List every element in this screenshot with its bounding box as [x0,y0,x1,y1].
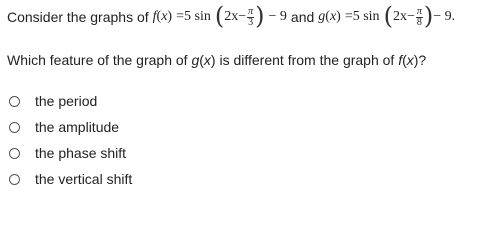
g-function-name: g [318,9,326,24]
g-frac-numerator: π [416,5,422,17]
x-variable: x [203,52,211,68]
sub-question-text: ) is different from the graph of [210,52,399,68]
option-label: the period [35,93,98,109]
option-label: the phase shift [35,145,127,161]
sub-question [7,52,426,68]
f-frac-denominator: 3 [248,16,254,28]
g-fraction [416,7,423,28]
sub-question-text: Which feature of the graph of [7,52,192,68]
f-reference: f [398,52,403,68]
g-frac-denominator: 8 [416,16,422,28]
close-paren: ) [255,2,265,30]
g-reference: g [191,52,200,68]
x-variable: x [406,52,414,68]
radio-button-icon[interactable] [9,96,20,107]
option-phase-shift[interactable] [8,140,132,166]
f-sin-part: =5 sin [176,9,211,24]
g-tail: − 9. [433,9,456,24]
g-sin-part: =5 sin [344,9,380,24]
open-paren: ( [214,2,225,30]
question-prefix: Consider the graphs of [7,9,149,25]
option-amplitude[interactable] [8,114,132,140]
close-paren: ) [423,2,434,30]
radio-button-icon[interactable] [9,174,20,185]
f-variable: x [161,9,168,24]
connector-word: and [290,9,315,25]
f-equation: f ( x ) =5 sin ( 2x− $\frac{\pi}{3}$ ) − 9 [152,2,287,30]
option-vertical-shift[interactable] [8,166,132,192]
question-stem [7,2,455,32]
f-tail: − 9 [268,9,287,24]
f-inner-coef: 2x− [224,9,247,24]
option-period[interactable] [8,88,132,114]
radio-button-icon[interactable] [9,148,20,159]
radio-button-icon[interactable] [9,122,20,133]
f-frac-numerator: π [248,5,254,17]
open-paren: ( [383,2,393,30]
f-function-name: f [152,9,157,24]
f-fraction [247,7,254,28]
paren: ( [402,52,407,68]
paren: ( [199,52,204,68]
g-inner-coef: 2x− [392,9,415,24]
option-label: the vertical shift [35,171,133,187]
g-variable: x [329,9,337,24]
answer-options [8,88,132,192]
g-equation: g ( x ) =5 sin ( 2x− $\frac{\pi}{8}$ ) − 9. [318,2,456,30]
sub-question-text: )? [413,52,427,68]
option-label: the amplitude [35,119,120,135]
